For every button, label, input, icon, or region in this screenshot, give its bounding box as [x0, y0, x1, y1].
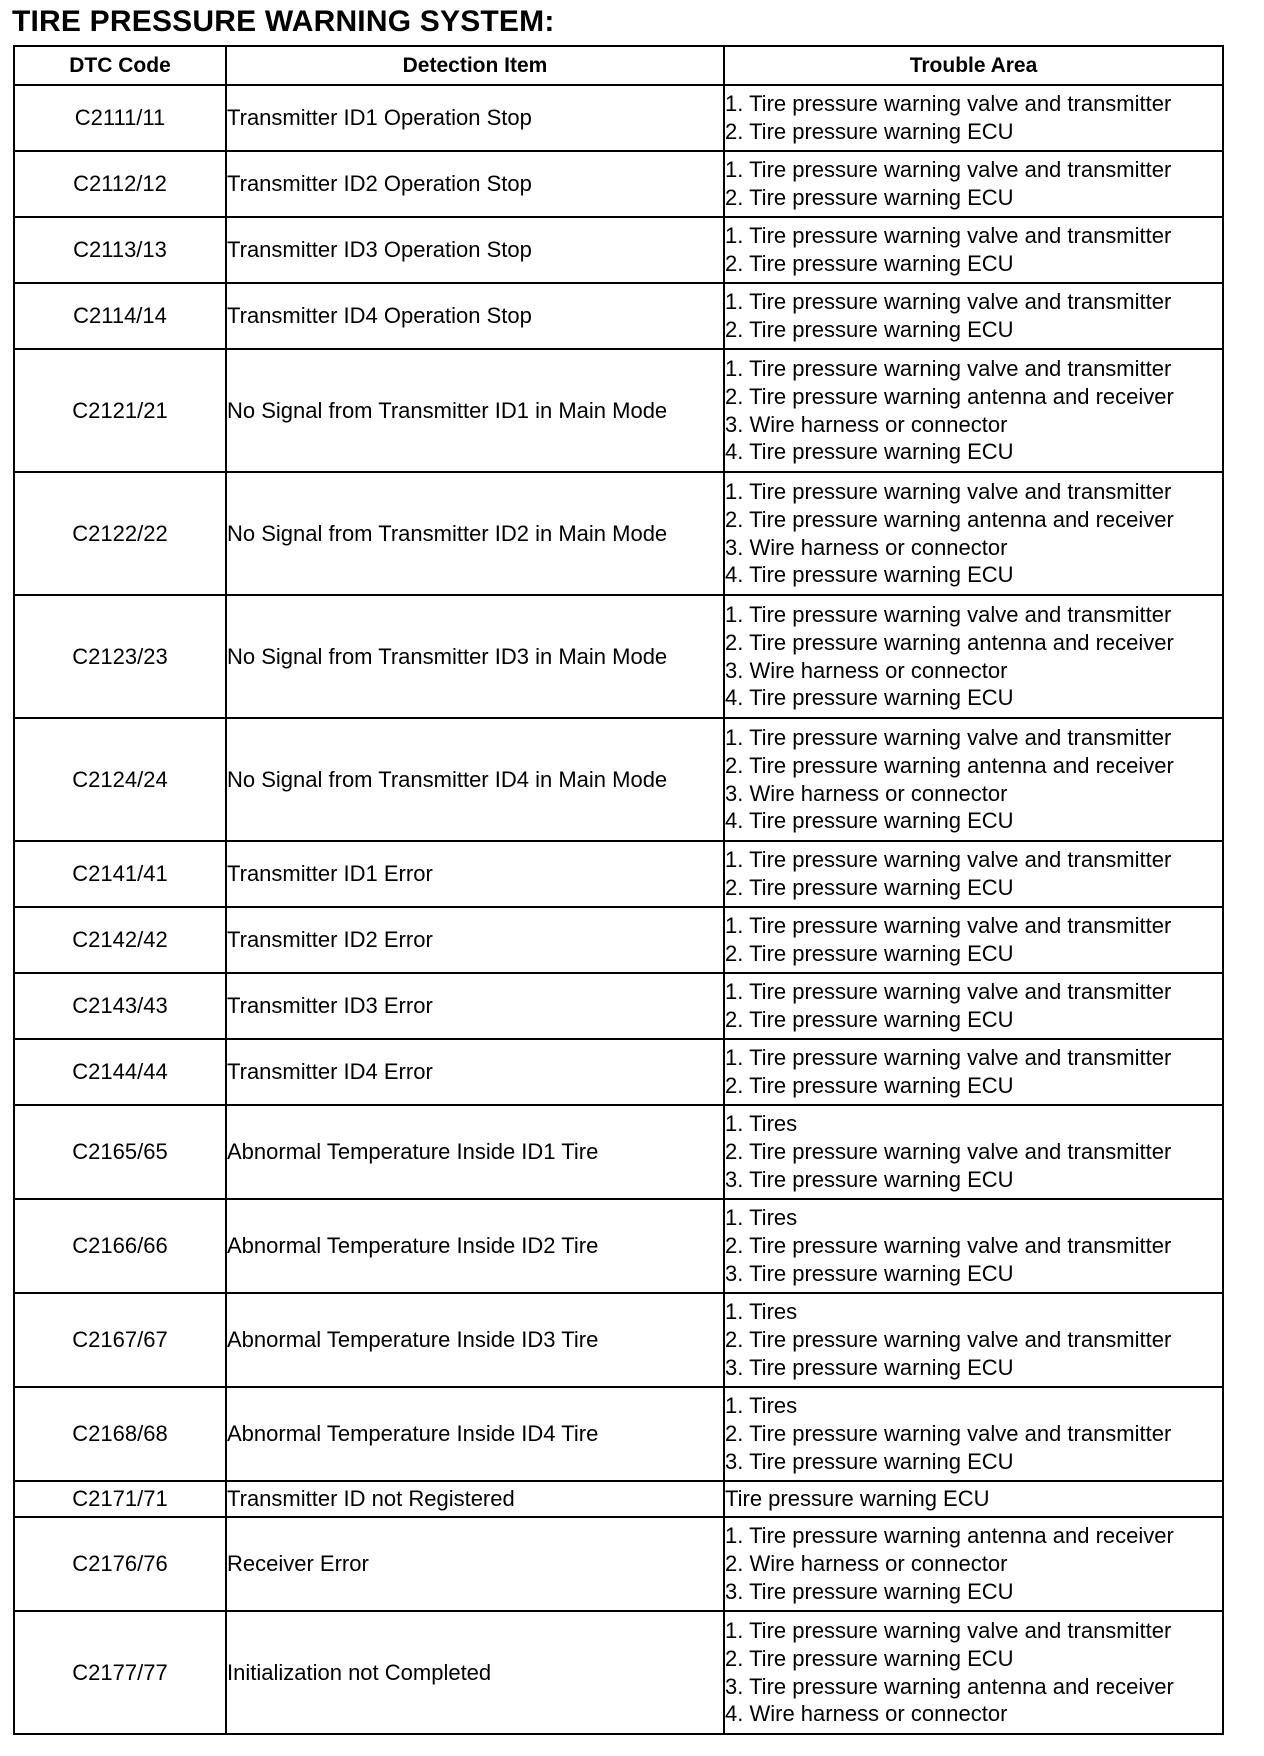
trouble-area-line: 2. Tire pressure warning valve and transmitter: [725, 1327, 1172, 1353]
trouble-area-cell: [724, 973, 1223, 1039]
trouble-area-cell: [724, 349, 1223, 472]
dtc-code-cell: C2123/23: [14, 595, 226, 718]
table-row: [14, 1105, 1223, 1199]
trouble-area-cell: [724, 151, 1223, 217]
table-row: [14, 217, 1223, 283]
trouble-area-line: 3. Wire harness or connector: [725, 411, 1008, 437]
trouble-area-line: 1. Tires: [725, 1299, 798, 1325]
dtc-code-cell: C2114/14: [14, 283, 226, 349]
page-title: TIRE PRESSURE WARNING SYSTEM:: [12, 5, 555, 38]
trouble-area-cell: [724, 1387, 1223, 1481]
trouble-area-line: 3. Wire harness or connector: [725, 657, 1008, 683]
trouble-area-cell: [724, 907, 1223, 973]
dtc-code-cell: C2168/68: [14, 1387, 226, 1481]
detection-item-cell: No Signal from Transmitter ID2 in Main Mode: [226, 472, 724, 595]
trouble-area-line: 1. Tire pressure warning valve and transmitter: [725, 157, 1172, 183]
table-row: [14, 349, 1223, 472]
dtc-code-cell: C2142/42: [14, 907, 226, 973]
trouble-area-line: 1. Tire pressure warning valve and transmitter: [725, 979, 1172, 1005]
dtc-code-cell: C2166/66: [14, 1199, 226, 1293]
trouble-area-line: 2. Tire pressure warning antenna and receiver: [725, 752, 1174, 778]
trouble-area-line: 3. Wire harness or connector: [725, 534, 1008, 560]
dtc-code-cell: C2122/22: [14, 472, 226, 595]
dtc-code-cell: C2113/13: [14, 217, 226, 283]
table-header-row: [14, 46, 1223, 85]
trouble-area-line: 2. Tire pressure warning antenna and receiver: [725, 629, 1174, 655]
trouble-area-cell: [724, 841, 1223, 907]
trouble-area-line: 2. Tire pressure warning ECU: [725, 1645, 1014, 1671]
dtc-code-cell: C2144/44: [14, 1039, 226, 1105]
dtc-code-cell: C2165/65: [14, 1105, 226, 1199]
table-row: [14, 85, 1223, 151]
trouble-area-cell: [724, 283, 1223, 349]
detection-item-cell: Transmitter ID1 Operation Stop: [226, 85, 724, 151]
detection-item-cell: Receiver Error: [226, 1517, 724, 1611]
trouble-area-line: 2. Tire pressure warning ECU: [725, 1007, 1014, 1032]
trouble-area-line: 4. Tire pressure warning ECU: [725, 808, 1014, 834]
detection-item-cell: Transmitter ID not Registered: [226, 1481, 724, 1517]
table-row: [14, 841, 1223, 907]
table-row: [14, 907, 1223, 973]
trouble-area-line: Tire pressure warning ECU: [725, 1486, 990, 1512]
dtc-code-cell: C2124/24: [14, 718, 226, 841]
column-header-dtc-code: DTC Code: [14, 46, 226, 85]
table-row: [14, 1517, 1223, 1611]
trouble-area-line: 3. Tire pressure warning ECU: [725, 1260, 1014, 1286]
detection-item-cell: Abnormal Temperature Inside ID2 Tire: [226, 1199, 724, 1293]
table-row: [14, 1611, 1223, 1734]
trouble-area-line: 1. Tire pressure warning valve and transmitter: [725, 478, 1172, 504]
trouble-area-cell: [724, 472, 1223, 595]
trouble-area-line: 2. Tire pressure warning antenna and receiver: [725, 506, 1174, 532]
trouble-area-cell: [724, 1293, 1223, 1387]
dtc-code-cell: C2143/43: [14, 973, 226, 1039]
dtc-code-cell: C2141/41: [14, 841, 226, 907]
table-body: [14, 85, 1223, 1734]
trouble-area-cell: [724, 1039, 1223, 1105]
trouble-area-line: 2. Tire pressure warning antenna and receiver: [725, 383, 1174, 409]
trouble-area-line: 2. Tire pressure warning ECU: [725, 1073, 1014, 1098]
table-row: [14, 1481, 1223, 1517]
dtc-code-cell: C2176/76: [14, 1517, 226, 1611]
table-row: [14, 283, 1223, 349]
trouble-area-line: 1. Tire pressure warning valve and transmitter: [725, 1617, 1172, 1643]
trouble-area-line: 4. Tire pressure warning ECU: [725, 562, 1014, 588]
table-row: [14, 472, 1223, 595]
dtc-code-cell: C2171/71: [14, 1481, 226, 1517]
trouble-area-cell: [724, 1105, 1223, 1199]
trouble-area-line: 3. Tire pressure warning ECU: [725, 1166, 1014, 1192]
detection-item-cell: Transmitter ID3 Error: [226, 973, 724, 1039]
detection-item-cell: Transmitter ID2 Error: [226, 907, 724, 973]
trouble-area-line: 1. Tire pressure warning antenna and receiver: [725, 1523, 1174, 1549]
trouble-area-line: 1. Tire pressure warning valve and transmitter: [725, 1045, 1172, 1071]
trouble-area-line: 3. Wire harness or connector: [725, 780, 1008, 806]
column-header-trouble-area: Trouble Area: [724, 46, 1223, 85]
dtc-code-cell: C2121/21: [14, 349, 226, 472]
trouble-area-line: 4. Tire pressure warning ECU: [725, 685, 1014, 711]
trouble-area-line: 1. Tires: [725, 1111, 798, 1137]
detection-item-cell: Initialization not Completed: [226, 1611, 724, 1734]
trouble-area-line: 4. Wire harness or connector: [725, 1701, 1008, 1727]
detection-item-cell: No Signal from Transmitter ID4 in Main Mode: [226, 718, 724, 841]
trouble-area-line: 1. Tire pressure warning valve and transmitter: [725, 847, 1172, 873]
trouble-area-line: 2. Tire pressure warning ECU: [725, 875, 1014, 900]
trouble-area-line: 1. Tire pressure warning valve and transmitter: [725, 223, 1172, 249]
dtc-code-cell: C2112/12: [14, 151, 226, 217]
dtc-code-cell: C2167/67: [14, 1293, 226, 1387]
trouble-area-cell: [724, 1481, 1223, 1517]
trouble-area-line: 1. Tire pressure warning valve and transmitter: [725, 601, 1172, 627]
table-row: [14, 595, 1223, 718]
trouble-area-line: 2. Tire pressure warning ECU: [725, 119, 1014, 144]
trouble-area-cell: [724, 1199, 1223, 1293]
column-header-detection-item: Detection Item: [226, 46, 724, 85]
table-row: [14, 1387, 1223, 1481]
trouble-area-cell: [724, 1611, 1223, 1734]
detection-item-cell: Abnormal Temperature Inside ID3 Tire: [226, 1293, 724, 1387]
table-row: [14, 973, 1223, 1039]
trouble-area-line: 3. Tire pressure warning antenna and receiver: [725, 1673, 1174, 1699]
table-row: [14, 718, 1223, 841]
trouble-area-line: 2. Tire pressure warning valve and transmitter: [725, 1139, 1172, 1165]
detection-item-cell: Abnormal Temperature Inside ID4 Tire: [226, 1387, 724, 1481]
trouble-area-line: 1. Tire pressure warning valve and transmitter: [725, 913, 1172, 939]
trouble-area-cell: [724, 1517, 1223, 1611]
trouble-area-line: 2. Wire harness or connector: [725, 1551, 1008, 1577]
trouble-area-line: 2. Tire pressure warning ECU: [725, 317, 1014, 342]
table-row: [14, 151, 1223, 217]
detection-item-cell: Transmitter ID3 Operation Stop: [226, 217, 724, 283]
trouble-area-line: 3. Tire pressure warning ECU: [725, 1354, 1014, 1380]
dtc-table: [13, 45, 1224, 1735]
trouble-area-line: 1. Tire pressure warning valve and transmitter: [725, 724, 1172, 750]
trouble-area-cell: [724, 718, 1223, 841]
trouble-area-line: 1. Tire pressure warning valve and transmitter: [725, 289, 1172, 315]
trouble-area-line: 1. Tires: [725, 1205, 798, 1231]
trouble-area-line: 4. Tire pressure warning ECU: [725, 439, 1014, 465]
table-row: [14, 1039, 1223, 1105]
dtc-code-cell: C2177/77: [14, 1611, 226, 1734]
detection-item-cell: No Signal from Transmitter ID3 in Main Mode: [226, 595, 724, 718]
trouble-area-cell: [724, 85, 1223, 151]
trouble-area-line: 1. Tire pressure warning valve and transmitter: [725, 355, 1172, 381]
trouble-area-line: 2. Tire pressure warning ECU: [725, 251, 1014, 276]
detection-item-cell: Transmitter ID2 Operation Stop: [226, 151, 724, 217]
trouble-area-line: 3. Tire pressure warning ECU: [725, 1448, 1014, 1474]
detection-item-cell: Transmitter ID1 Error: [226, 841, 724, 907]
trouble-area-line: 1. Tires: [725, 1393, 798, 1419]
trouble-area-line: 2. Tire pressure warning ECU: [725, 185, 1014, 210]
trouble-area-line: 2. Tire pressure warning valve and transmitter: [725, 1233, 1172, 1259]
trouble-area-line: 1. Tire pressure warning valve and transmitter: [725, 91, 1172, 117]
trouble-area-cell: [724, 217, 1223, 283]
trouble-area-line: 2. Tire pressure warning ECU: [725, 941, 1014, 966]
table-row: [14, 1293, 1223, 1387]
trouble-area-line: 3. Tire pressure warning ECU: [725, 1578, 1014, 1604]
trouble-area-cell: [724, 595, 1223, 718]
dtc-code-cell: C2111/11: [14, 85, 226, 151]
table-row: [14, 1199, 1223, 1293]
detection-item-cell: Transmitter ID4 Operation Stop: [226, 283, 724, 349]
detection-item-cell: No Signal from Transmitter ID1 in Main Mode: [226, 349, 724, 472]
detection-item-cell: Transmitter ID4 Error: [226, 1039, 724, 1105]
trouble-area-line: 2. Tire pressure warning valve and transmitter: [725, 1421, 1172, 1447]
detection-item-cell: Abnormal Temperature Inside ID1 Tire: [226, 1105, 724, 1199]
